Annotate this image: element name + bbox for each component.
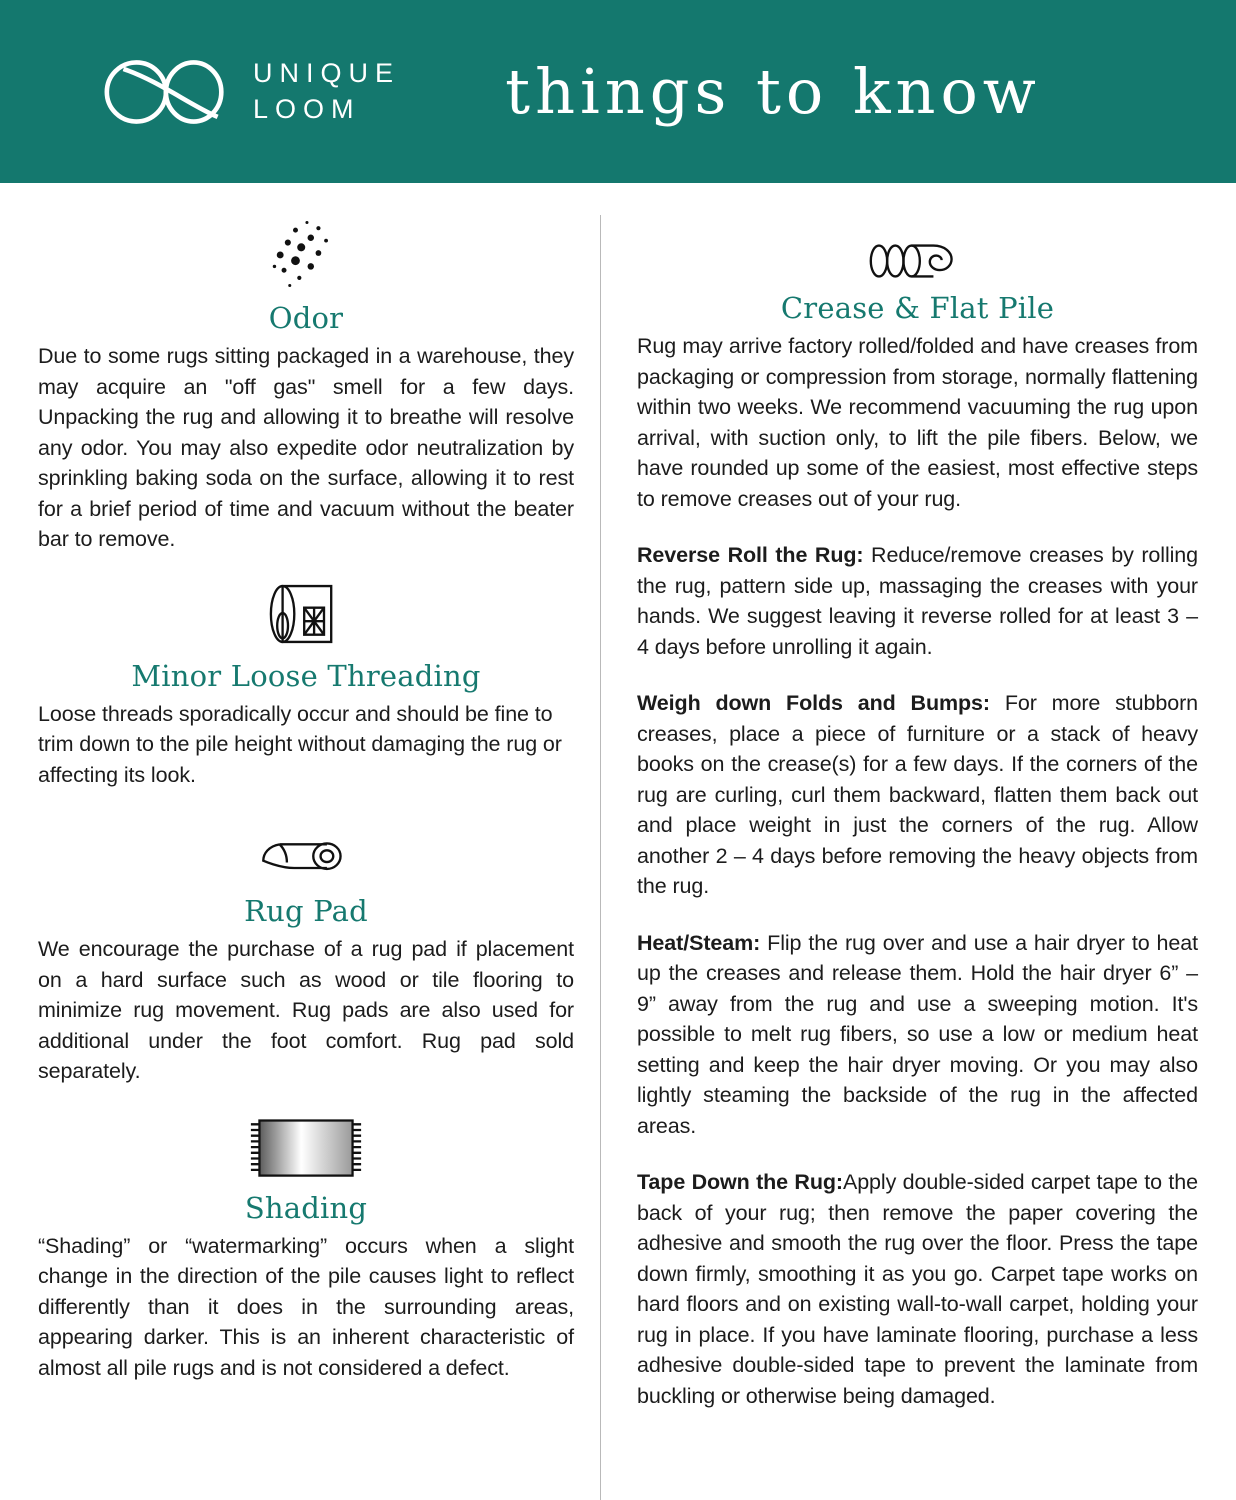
shaded-rug-icon — [38, 1091, 574, 1187]
section-text-shading: “Shading” or “watermarking” occurs when a slight change in the direction of the pile causes light to reflect differently than it does in the surrounding areas, appearing darker. This is an inherent characteristic of almost all pile rugs and is not considered a defect. — [38, 1233, 574, 1380]
page-title: things to know — [505, 55, 1041, 128]
rolled-rug-icon — [38, 559, 574, 655]
tip-body-reverse-roll: Reduce/remove creases by rolling the rug, pattern side up, massaging the creases with your hands. We suggest leaving it reverse rolled for at least 3 – 4 days before unrolling it again. — [637, 543, 1199, 659]
odor-particles-icon — [38, 201, 574, 297]
section-title-threading: Minor Loose Threading — [131, 658, 481, 693]
tip-lead-weigh-down: Weigh down Folds and Bumps: — [637, 691, 990, 716]
section-odor — [38, 201, 574, 555]
section-text-threading: Loose threads sporadically occur and should be fine to trim down to the pile height without damaging the rug or affecting its look. — [38, 701, 562, 787]
section-title-odor: Odor — [268, 301, 344, 335]
tip-tape-down — [637, 1167, 1198, 1411]
section-minor-loose-threading — [38, 559, 574, 791]
unique-loom-infinity-logo — [95, 56, 235, 128]
right-column — [601, 201, 1198, 1500]
tip-lead-reverse-roll: Reverse Roll the Rug: — [637, 543, 864, 568]
brand-lockup — [95, 56, 400, 128]
tip-body-heat-steam: Flip the rug over and use a hair dryer to heat up the creases and release them. Hold the hair dryer 6” – 9” away from the rug and use a sweeping motion. It's possible to melt rug fibers, so use a low or medium heat setting and keep the hair dryer moving. Or you may also lightly steaming the backside of the rug in the affected areas. — [637, 930, 1198, 1138]
brand-wordmark — [253, 56, 400, 127]
rolled-carpet-icon — [637, 201, 1198, 287]
page-header — [0, 0, 1236, 183]
section-rug-pad — [38, 794, 574, 1087]
tip-weigh-down — [637, 688, 1198, 902]
section-shading — [38, 1091, 574, 1384]
left-column — [38, 201, 600, 1500]
section-title-crease-flat-pile: Crease & Flat Pile — [780, 291, 1055, 325]
tip-heat-steam — [637, 928, 1198, 1142]
brand-word-loom: LOOM — [253, 93, 361, 124]
tip-reverse-roll — [637, 540, 1198, 662]
crease-intro-text: Rug may arrive factory rolled/folded and have creases from packaging or compression from storage, normally flattening within two weeks. We recommend vacuuming the rug upon arrival, with suction only, to lift the pile fibers. Below, we have rounded up some of the easiest, most effective steps to remove creases out of your rug. — [637, 334, 1198, 511]
tip-lead-heat-steam: Heat/Steam: — [637, 930, 761, 955]
content-area — [0, 183, 1236, 1500]
section-text-odor: Due to some rugs sitting packaged in a warehouse, they may acquire an "off gas" smell for a few days. Unpacking the rug and allowing it to breathe will resolve any odor. You may also expedite odor neutralization by sprinkling baking soda on the surface, allowing it to rest for a brief period of time and vacuum without the beater bar to remove. — [38, 344, 574, 552]
section-title-shading: Shading — [244, 1190, 368, 1225]
section-text-rug-pad: We encourage the purchase of a rug pad if placement on a hard surface such as wood or tile flooring to minimize rug movement. Rug pads are also used for additional under the foot comfort. Rug pad sold separately. — [38, 937, 574, 1084]
tip-body-weigh-down: For more stubborn creases, place a piece of furniture or a stack of heavy books on the crease(s) for a few days. If the corners of the rug are curling, curl them backward, flatten them back out and place weight in just the corners of the rug. Allow another 2 – 4 days before removing the heavy objects from the rug. — [637, 691, 1198, 899]
rug-pad-roll-icon — [38, 794, 574, 890]
brand-word-unique: UNIQUE — [253, 57, 401, 88]
tip-lead-tape-down: Tape Down the Rug: — [637, 1170, 843, 1195]
tip-body-tape-down: Apply double-sided carpet tape to the back of your rug; then remove the paper covering the adhesive and smooth the rug over the floor. Press the tape down firmly, smoothing it as you go. Carpet tape works on hard floors and on existing wall-to-wall carpet, holding your rug in place. If you have laminate flooring, purchase a less adhesive double-sided tape to prevent the laminate from buckling or otherwise being damaged. — [637, 1170, 1198, 1408]
section-title-rug-pad: Rug Pad — [244, 894, 368, 929]
